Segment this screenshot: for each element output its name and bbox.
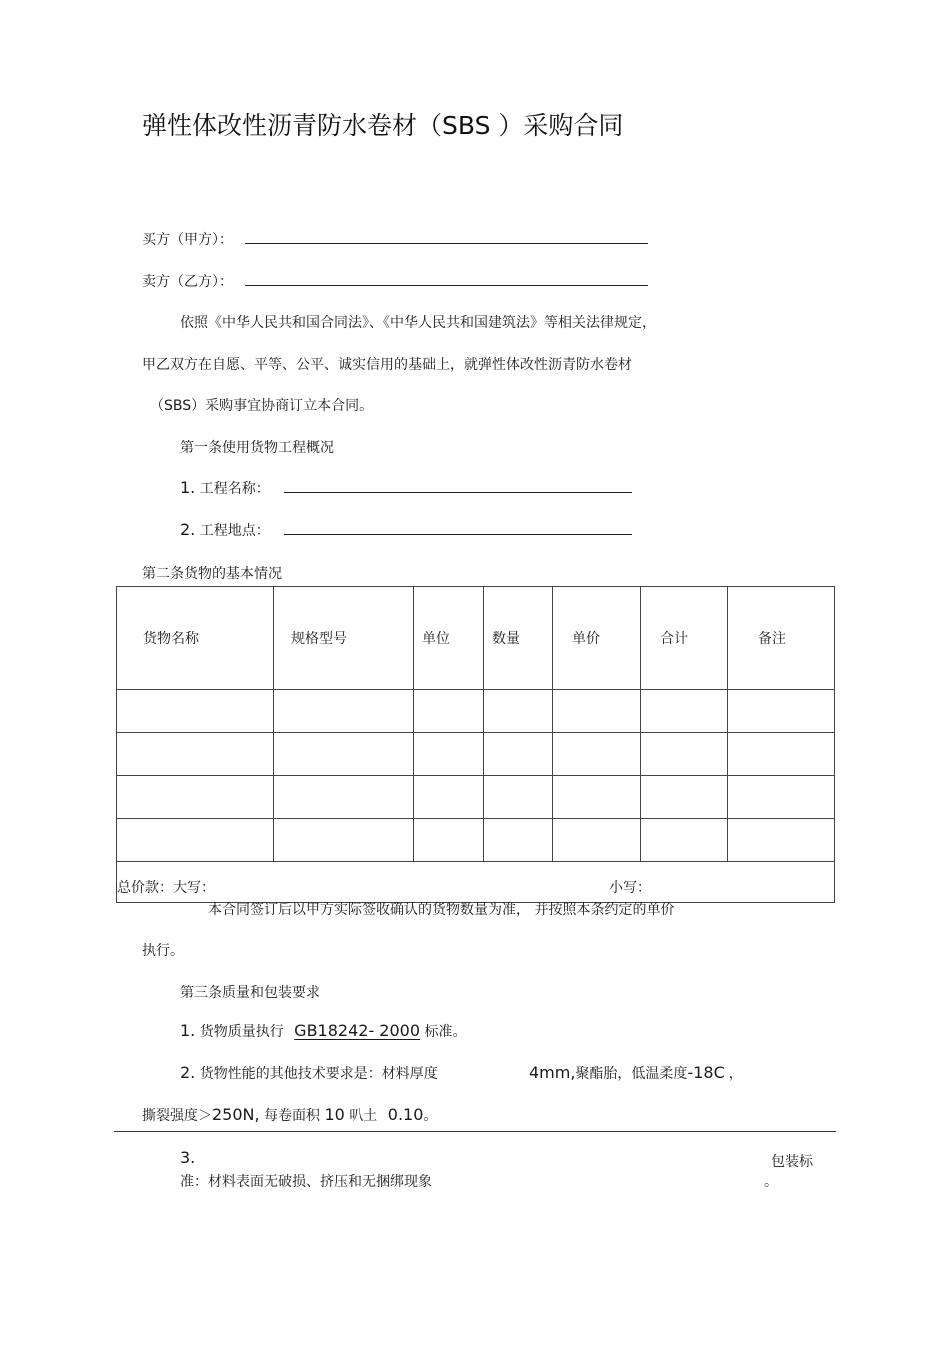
table-cell[interactable] xyxy=(641,819,728,862)
tech-req-temp: -18C xyxy=(687,1063,725,1082)
roll-area-value: 10 xyxy=(324,1105,345,1124)
table-header-cell: 单价 xyxy=(553,587,641,690)
tear-strength-label: 撕裂强度＞ xyxy=(142,1108,212,1124)
tech-req-row xyxy=(180,1063,438,1083)
tech-req-comma: ， xyxy=(728,1066,743,1082)
project-location-label: 工程地点： xyxy=(199,523,270,539)
table-cell[interactable] xyxy=(414,690,484,733)
article2-note-line-2: 执行。 xyxy=(142,943,184,959)
quality-standard-pre: 货物质量执行 xyxy=(199,1024,284,1040)
packaging-text: 准：材料表面无破损、挤压和无捆绑现象 xyxy=(180,1174,432,1190)
project-name-num: 1. xyxy=(180,478,196,497)
seller-row xyxy=(142,271,648,291)
table-cell[interactable] xyxy=(274,733,414,776)
table-cell[interactable] xyxy=(484,733,553,776)
table-cell[interactable] xyxy=(414,733,484,776)
table-cell[interactable] xyxy=(553,733,641,776)
article2-heading: 第二条货物的基本情况 xyxy=(142,566,282,582)
tech-req-values xyxy=(529,1063,743,1083)
table-cell[interactable] xyxy=(117,733,274,776)
tech-req-line-2 xyxy=(142,1105,437,1125)
roll-area-period: 。 xyxy=(423,1108,438,1124)
table-cell[interactable] xyxy=(728,819,835,862)
table-cell[interactable] xyxy=(274,776,414,819)
table-header-cell: 单位 xyxy=(414,587,484,690)
table-cell[interactable] xyxy=(414,776,484,819)
total-upper-label: 总价款：大写： xyxy=(117,880,215,896)
quality-standard-post: 标准。 xyxy=(424,1024,467,1040)
project-name-field[interactable] xyxy=(284,480,632,493)
table-row xyxy=(117,819,835,862)
table-cell[interactable] xyxy=(484,819,553,862)
table-header-cell: 规格型号 xyxy=(274,587,414,690)
table-cell[interactable] xyxy=(641,776,728,819)
project-name-label: 工程名称： xyxy=(199,481,270,497)
packaging-num: 3. xyxy=(180,1148,196,1167)
roll-area-label: 每卷面积 xyxy=(264,1108,321,1124)
tear-strength-value: 250N, xyxy=(212,1105,260,1124)
table-cell[interactable] xyxy=(728,690,835,733)
quality-standard-code: GB18242- 2000 xyxy=(294,1021,421,1040)
project-location-num: 2. xyxy=(180,520,196,539)
goods-table xyxy=(116,586,835,903)
table-row xyxy=(117,690,835,733)
total-price-row xyxy=(117,862,835,903)
preamble-line-2: 甲乙双方在自愿、平等、公平、诚实信用的基础上，就弹性体改性沥青防水卷材 xyxy=(142,357,632,373)
table-cell[interactable] xyxy=(641,733,728,776)
table-cell[interactable] xyxy=(553,776,641,819)
table-cell[interactable] xyxy=(274,690,414,733)
buyer-field[interactable] xyxy=(245,231,648,244)
tech-req-pre: 货物性能的其他技术要求是：材料厚度 xyxy=(199,1066,438,1082)
page-title: 弹性体改性沥青防水卷材（SBS ）采购合同 xyxy=(142,111,624,140)
table-cell[interactable] xyxy=(728,776,835,819)
table-header-cell: 数量 xyxy=(484,587,553,690)
total-lower-label: 小写： xyxy=(609,880,651,896)
packaging-label-right: 包装标 xyxy=(771,1154,813,1170)
project-name-row xyxy=(180,478,632,498)
buyer-row xyxy=(142,229,648,249)
tech-req-mid: 聚酯胎，低温柔度 xyxy=(575,1066,688,1082)
table-cell[interactable] xyxy=(117,776,274,819)
table-header-cell: 货物名称 xyxy=(117,587,274,690)
article1-heading: 第一条使用货物工程概况 xyxy=(180,440,334,456)
table-header-row xyxy=(117,587,835,690)
table-cell[interactable] xyxy=(641,690,728,733)
preamble-line-1: 依照《中华人民共和国合同法》、《中华人民共和国建筑法》等相关法律规定， xyxy=(180,315,656,331)
project-location-field[interactable] xyxy=(284,522,632,535)
table-cell[interactable] xyxy=(274,819,414,862)
table-cell[interactable] xyxy=(728,733,835,776)
buyer-label: 买方（甲方）： xyxy=(142,232,233,248)
divider-line xyxy=(114,1131,836,1132)
total-price-cell xyxy=(117,862,835,903)
table-row xyxy=(117,776,835,819)
table-cell[interactable] xyxy=(117,690,274,733)
table-header-cell: 合计 xyxy=(641,587,728,690)
quality-standard-row xyxy=(180,1021,466,1041)
table-cell[interactable] xyxy=(117,819,274,862)
quality-standard-num: 1. xyxy=(180,1021,196,1040)
article3-heading: 第三条质量和包装要求 xyxy=(180,985,320,1001)
table-row xyxy=(117,733,835,776)
table-cell[interactable] xyxy=(553,819,641,862)
seller-label: 卖方（乙方）： xyxy=(142,274,233,290)
packaging-period: 。 xyxy=(764,1174,778,1190)
tech-req-num: 2. xyxy=(180,1063,196,1082)
project-location-row xyxy=(180,520,632,540)
preamble-line-3: （SBS）采购事宜协商订立本合同。 xyxy=(150,398,374,414)
table-cell[interactable] xyxy=(553,690,641,733)
article2-note-line-1: 本合同签订后以甲方实际签收确认的货物数量为准， 并按照本条约定的单价 xyxy=(208,902,675,918)
roll-area-tolerance: 0.10 xyxy=(387,1105,424,1124)
table-cell[interactable] xyxy=(414,819,484,862)
seller-field[interactable] xyxy=(245,273,648,286)
table-cell[interactable] xyxy=(484,776,553,819)
roll-area-unit: 叭土 xyxy=(349,1108,378,1124)
table-header-cell: 备注 xyxy=(728,587,835,690)
table-cell[interactable] xyxy=(484,690,553,733)
tech-req-thickness: 4mm, xyxy=(529,1063,576,1082)
